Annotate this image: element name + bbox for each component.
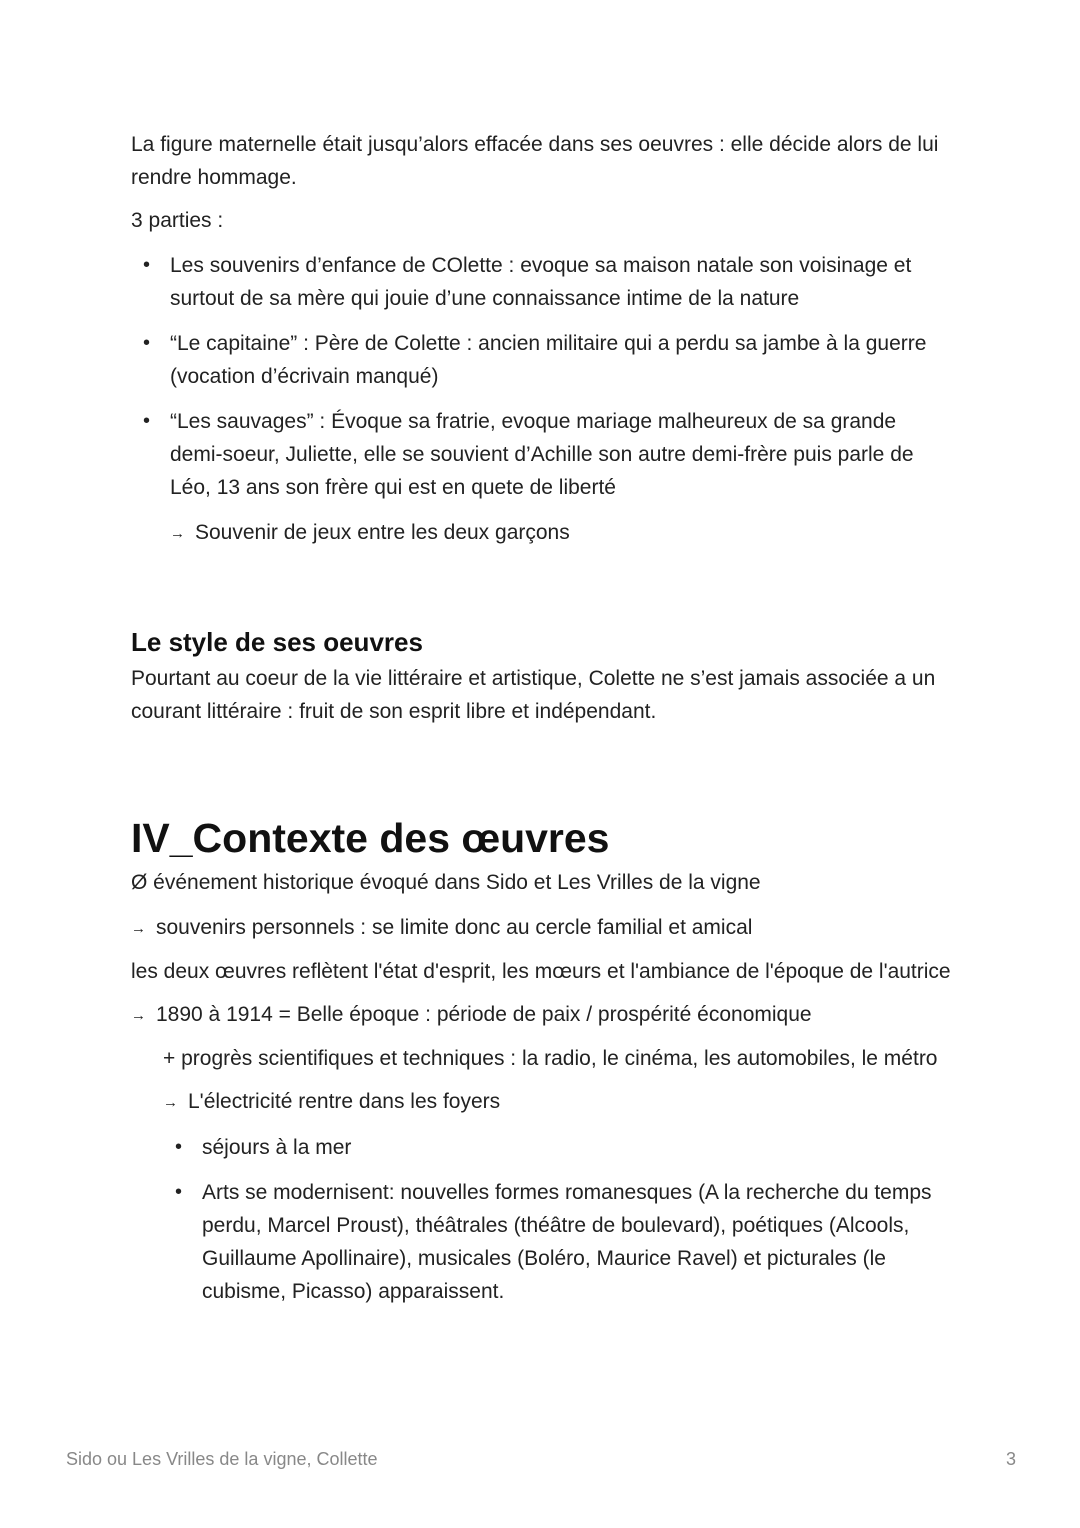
list-item: • Les souvenirs d’enfance de COlette : evoque sa maison natale son voisinage et surtout de sa mère qui jouie d’une connaissance intime de la nature — [131, 249, 951, 315]
arrow-icon: → — [131, 1007, 146, 1024]
arrow-icon: → — [131, 920, 146, 937]
list-item: • séjours à la mer — [163, 1131, 951, 1164]
parts-label: 3 parties : — [131, 209, 224, 232]
context-arrow-electricity — [163, 1085, 951, 1119]
footer-title: Sido ou Les Vrilles de la vigne, Collette — [66, 1449, 378, 1469]
arrow-icon: → — [170, 525, 185, 542]
arrow-icon: → — [163, 1094, 178, 1111]
context-line-belle-epoque: 1890 à 1914 = Belle époque : période de paix / prospérité économique — [156, 1003, 812, 1026]
list-item: • “Le capitaine” : Père de Colette : ancien militaire qui a perdu sa jambe à la guerre (vocation d’écrivain manqué) — [131, 327, 951, 393]
context-arrow-personal — [131, 911, 951, 945]
document-body — [131, 128, 951, 1320]
parts-list — [131, 249, 951, 504]
context-line-progress: + progrès scientifiques et techniques : la radio, le cinéma, les automobiles, le métro — [163, 1047, 938, 1070]
context-arrow-belle-epoque — [131, 998, 951, 1032]
page-footer — [66, 1448, 1016, 1470]
intro-paragraph: La figure maternelle était jusqu’alors effacée dans ses oeuvres : elle décide alors de lui rendre hommage. — [131, 133, 939, 189]
arrow-note-text: Souvenir de jeux entre les deux garçons — [195, 521, 570, 544]
page-number: 3 — [1005, 1449, 1016, 1469]
context-line-electricity: L'électricité rentre dans les foyers — [188, 1090, 501, 1113]
context-line-personal: souvenirs personnels : se limite donc au cercle familial et amical — [156, 916, 753, 939]
context-line-reflect: les deux œuvres reflètent l'état d'esprit, les mœurs et l'ambiance de l'époque de l'autrice — [131, 960, 951, 983]
parts-arrow-note — [170, 516, 951, 550]
list-item: • Arts se modernisent: nouvelles formes romanesques (A la recherche du temps perdu, Marcel Proust), théâtrales (théâtre de boulevard), poétiques (Alcools, Guillaume Apollinaire), musicales (Boléro, Maurice Ravel) et picturales (le cubisme, Picasso) apparaissent. — [163, 1176, 951, 1308]
context-bullet-list — [163, 1131, 951, 1308]
chapter-heading-context: IV_Contexte des œuvres — [131, 815, 610, 861]
style-paragraph: Pourtant au coeur de la vie littéraire et artistique, Colette ne s’est jamais associée a un courant littéraire : fruit de son esprit libre et indépendant. — [131, 667, 936, 723]
context-line-historical: Ø événement historique évoqué dans Sido et Les Vrilles de la vigne — [131, 871, 761, 894]
section-heading-style: Le style de ses oeuvres — [131, 627, 423, 657]
list-item: • “Les sauvages” : Évoque sa fratrie, evoque mariage malheureux de sa grande demi-soeur, Juliette, elle se souvient d’Achille son autre demi-frère puis parle de Léo, 13 ans son frère qui est en quete de liberté — [131, 405, 951, 504]
